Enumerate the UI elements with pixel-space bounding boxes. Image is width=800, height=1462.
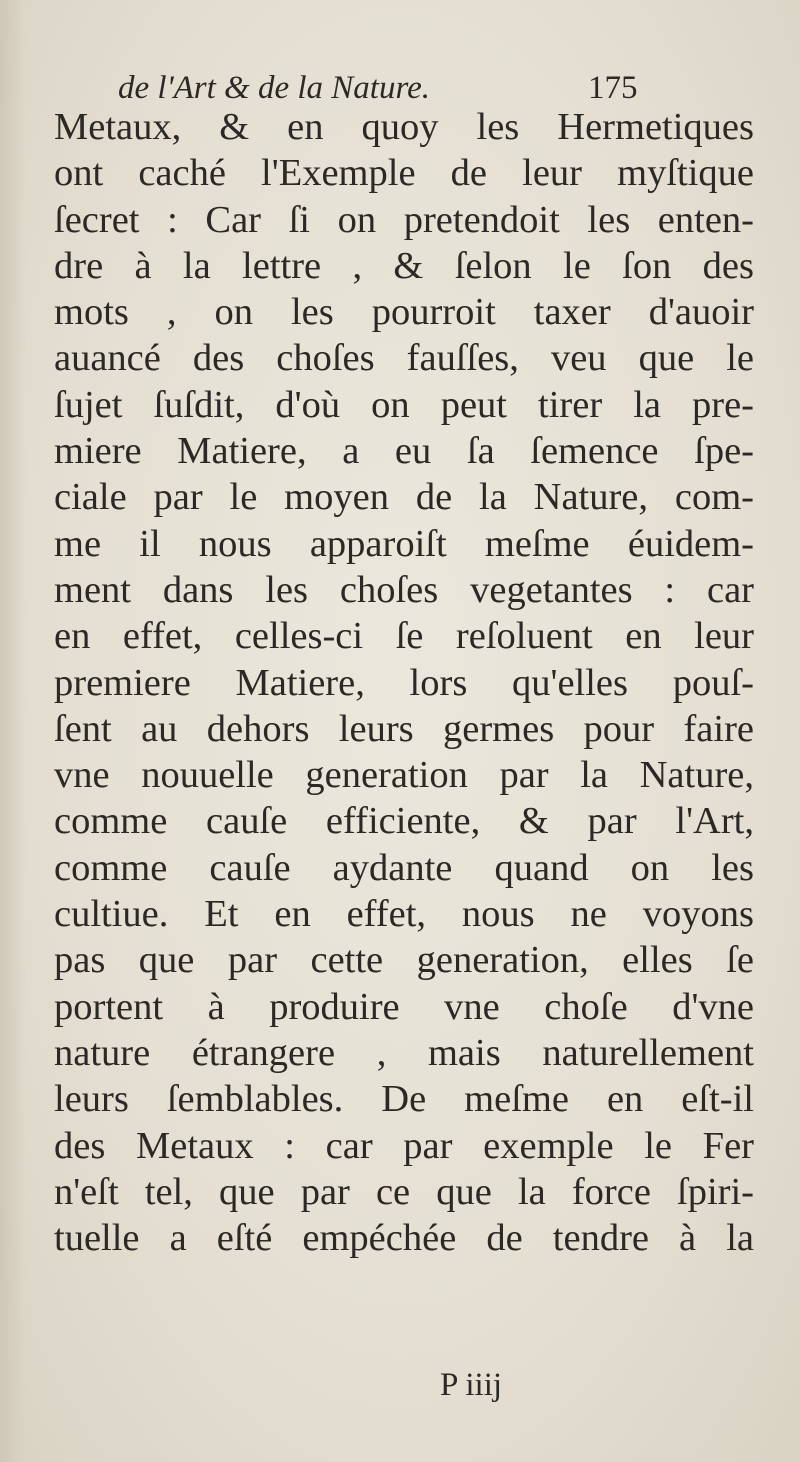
body-text: [54, 104, 754, 1261]
text-line: mots , on les pourroit taxer d'auoir: [54, 291, 754, 334]
text-line: comme cauſe efficiente, & par l'Art,: [54, 800, 754, 843]
text-line: pas que par cette generation, elles ſe: [54, 939, 754, 982]
text-line: ciale par le moyen de la Nature, com-: [54, 476, 754, 519]
text-line: n'eſt tel, que par ce que la force ſpiri-: [54, 1170, 754, 1213]
text-line: ſent au dehors leurs germes pour faire: [54, 707, 754, 750]
text-line: nature étrangere , mais naturellement: [54, 1031, 754, 1074]
text-line: vne nouuelle generation par la Nature,: [54, 754, 754, 797]
text-line: des Metaux : car par exemple le Fer: [54, 1124, 754, 1167]
text-line: comme cauſe aydante quand on les: [54, 846, 754, 889]
text-line: Metaux, & en quoy les Hermetiques: [54, 106, 754, 148]
text-line: leurs ſemblables. De meſme en eſt-il: [54, 1078, 754, 1121]
text-line: ſecret : Car ſi on pretendoit les enten-: [54, 198, 754, 241]
text-line: ſujet ſuſdit, d'où on peut tirer la pre-: [54, 383, 754, 426]
text-line: cultiue. Et en effet, nous ne voyons: [54, 893, 754, 936]
signature-mark: P iiij: [440, 1367, 503, 1403]
text-line: en effet, celles-ci ſe reſoluent en leur: [54, 615, 754, 658]
text-line: premiere Matiere, lors qu'elles pouſ-: [54, 661, 754, 704]
text-line: portent à produire vne choſe d'vne: [54, 985, 754, 1028]
text-line: dre à la lettre , & ſelon le ſon des: [54, 244, 754, 287]
text-line: miere Matiere, a eu ſa ſemence ſpe-: [54, 430, 754, 473]
text-line: ont caché l'Exemple de leur myſtique: [54, 152, 754, 195]
page-number: 175: [588, 70, 638, 106]
text-line: tuelle a eſté empéchée de tendre à la: [54, 1217, 754, 1260]
text-line: auancé des choſes fauſſes, veu que le: [54, 337, 754, 380]
text-line: me il nous apparoiſt meſme éuidem-: [54, 522, 754, 565]
text-line: ment dans les choſes vegetantes : car: [54, 568, 754, 611]
running-title: de l'Art & de la Nature.: [118, 70, 430, 106]
